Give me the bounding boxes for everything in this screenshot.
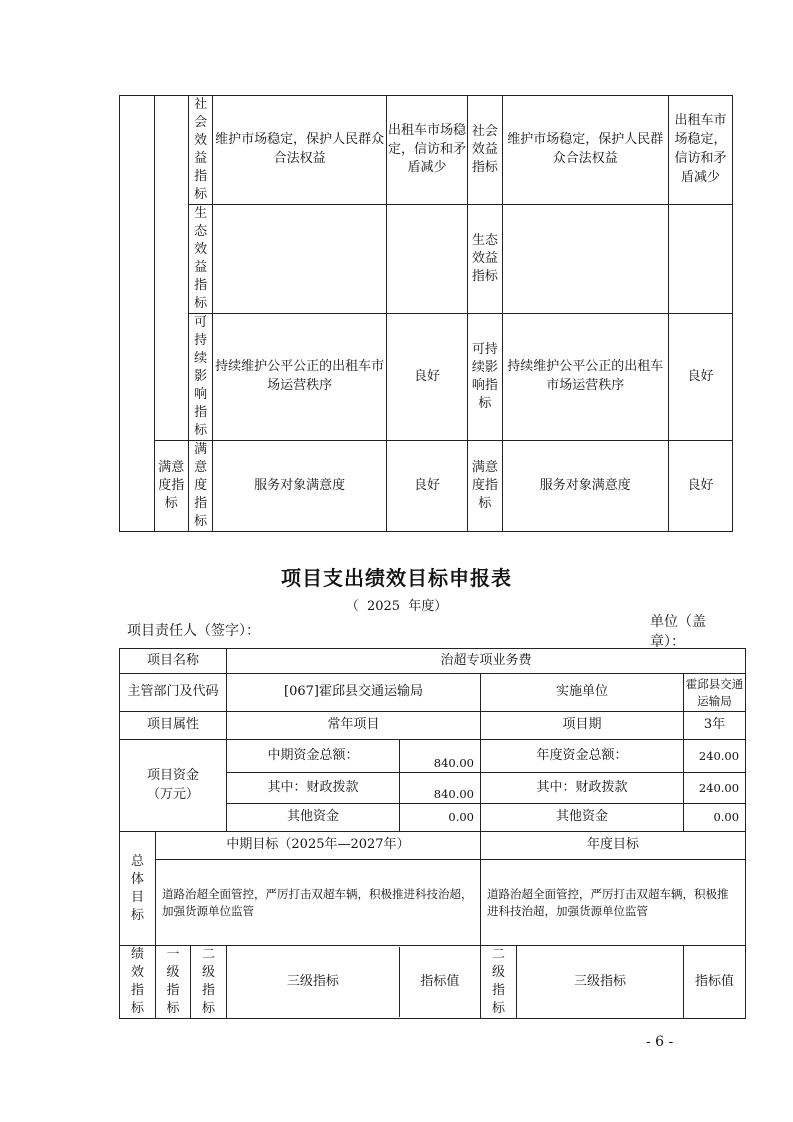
- indicator-category: 生态效益指标: [468, 205, 503, 314]
- indicator-category: 满意度指标: [189, 441, 213, 532]
- table-row: [120, 946, 746, 1019]
- indicator-description: 服务对象满意度: [502, 441, 668, 532]
- page-number: - 6 -: [646, 1034, 674, 1050]
- mid-other-value: 0.00: [400, 804, 481, 832]
- responsible-label: 项目责任人（签字）：: [127, 623, 260, 639]
- indicator-value: 出租车市场稳定，信访和矛盾减少: [386, 96, 467, 205]
- indicator-value: 出租车市场稳定，信访和矛盾减少: [669, 96, 733, 205]
- blank-cell: [120, 96, 155, 532]
- goal-label: 总体目标: [120, 832, 156, 946]
- indicator-value: 良好: [669, 441, 733, 532]
- attr-value: 常年项目: [227, 712, 481, 740]
- year-fiscal-value: 240.00: [684, 773, 746, 804]
- value-header-year: 指标值: [684, 946, 746, 1019]
- table-row: [120, 740, 746, 773]
- year-goal-text: 道路治超全面管控，严厉打击双超车辆，积极推进科技治超，加强货源单位监管: [481, 860, 746, 946]
- indicator-description: [502, 205, 668, 314]
- dept-label: 主管部门及代码: [120, 674, 227, 712]
- indicator-table-continued: [119, 95, 733, 532]
- indicator-description: 维护市场稳定，保护人民群众合法权益: [213, 96, 387, 205]
- mid-total-label: 中期资金总额：: [227, 740, 400, 773]
- impl-label: 实施单位: [481, 674, 684, 712]
- impl-value: 霍邱县交通运输局: [684, 674, 746, 712]
- fund-label: 项目资金（万元）: [120, 740, 227, 832]
- lvl2-header-year: 二级指标: [481, 946, 517, 1019]
- lvl3-header-group: [227, 946, 481, 1019]
- table-row: [120, 441, 733, 532]
- indicator-level1: 满意度指标: [154, 441, 189, 532]
- indicator-description: 持续维护公平公正的出租车市场运营秩序: [213, 314, 387, 441]
- mid-other-label: 其他资金: [227, 804, 400, 832]
- indicator-category: 可持续影响指标: [468, 314, 503, 441]
- indicator-description: [213, 205, 387, 314]
- indicator-category: 满意度指标: [468, 441, 503, 532]
- year-other-label: 其他资金: [481, 804, 684, 832]
- table-row: [120, 712, 746, 740]
- mid-total-value: 840.00: [400, 740, 481, 773]
- table-row: [120, 96, 733, 205]
- year-other-value: 0.00: [684, 804, 746, 832]
- table-row: [120, 674, 746, 712]
- year-goal-header: 年度目标: [481, 832, 746, 860]
- indicator-description: 服务对象满意度: [213, 441, 387, 532]
- indicator-category: 生态效益指标: [189, 205, 213, 314]
- table-row: [120, 314, 733, 441]
- year-total-label: 年度资金总额：: [481, 740, 684, 773]
- indicator-category: 社会效益指标: [468, 96, 503, 205]
- project-name-label: 项目名称: [120, 649, 227, 674]
- lvl1-header: 一级指标: [156, 946, 191, 1019]
- indicator-value: [386, 205, 467, 314]
- indicator-value: 良好: [386, 314, 467, 441]
- performance-target-form: [119, 648, 746, 1019]
- year-fiscal-label: 其中：财政拨款: [481, 773, 684, 804]
- dept-value: [067]霍邱县交通运输局: [227, 674, 481, 712]
- lvl3-header-year: 三级指标: [517, 946, 684, 1019]
- indicator-category: 社会效益指标: [189, 96, 213, 205]
- indicator-value: 良好: [669, 314, 733, 441]
- indicator-category: 可持续影响指标: [189, 314, 213, 441]
- mid-fiscal-value: 840.00: [400, 773, 481, 804]
- table-row: [120, 649, 746, 674]
- blank-cell: [154, 96, 189, 441]
- table-row: [120, 860, 746, 946]
- mid-goal-header: 中期目标（2025年—2027年）: [156, 832, 481, 860]
- table-row: [120, 832, 746, 860]
- value-header: 指标值: [399, 947, 480, 1017]
- indicator-description: 持续维护公平公正的出租车市场运营秩序: [502, 314, 668, 441]
- unit-label: 单位（盖章）：: [650, 614, 706, 650]
- year-total-value: 240.00: [684, 740, 746, 773]
- period-value: 3年: [684, 712, 746, 740]
- indicator-value: 良好: [386, 441, 467, 532]
- year-line: （ 2025 年度）: [345, 599, 448, 614]
- attr-label: 项目属性: [120, 712, 227, 740]
- lvl3-header: 三级指标: [286, 973, 339, 989]
- form-title: 项目支出绩效目标申报表: [281, 566, 512, 590]
- period-label: 项目期: [481, 712, 684, 740]
- mid-fiscal-label: 其中：财政拨款: [227, 773, 400, 804]
- indicator-description: 维护市场稳定，保护人民群众合法权益: [502, 96, 668, 205]
- mid-goal-text: 道路治超全面管控，严厉打击双超车辆，积极推进科技治超，加强货源单位监管: [156, 860, 481, 946]
- project-name: 治超专项业务费: [227, 649, 746, 674]
- indicator-value: [669, 205, 733, 314]
- perf-label: 绩效指标: [120, 946, 156, 1019]
- lvl2-header: 二级指标: [191, 946, 227, 1019]
- table-row: [120, 205, 733, 314]
